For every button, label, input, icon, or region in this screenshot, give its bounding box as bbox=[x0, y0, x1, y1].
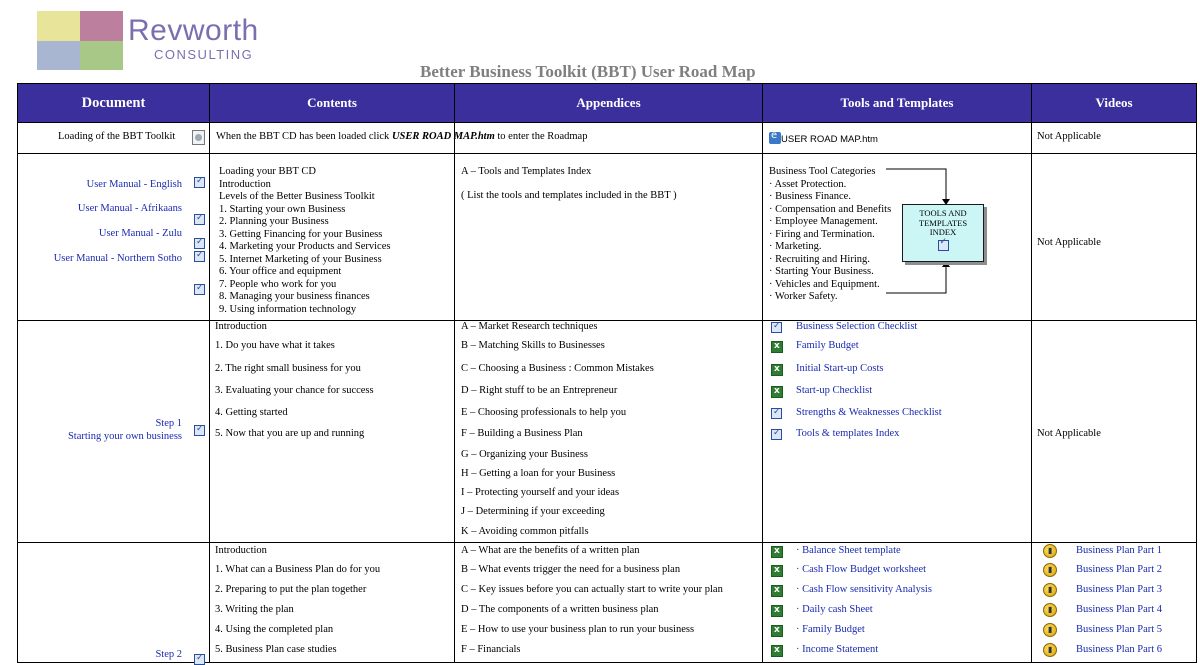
list-item: Introduction bbox=[215, 545, 267, 556]
list-item: E – How to use your business plan to run your business bbox=[461, 624, 695, 635]
list-item: 8. Managing your business finances bbox=[219, 291, 370, 302]
list-item: · Starting Your Business. bbox=[769, 266, 874, 277]
tool-family-budget[interactable]: · Family Budget bbox=[796, 624, 865, 635]
list-item: Introduction bbox=[219, 178, 271, 190]
video-link[interactable]: Business Plan Part 6 bbox=[1076, 644, 1163, 655]
brand-subtitle: CONSULTING bbox=[154, 47, 254, 62]
instruction-text: When the BBT CD has been loaded click bbox=[216, 131, 392, 142]
list-item: D – The components of a written business plan bbox=[461, 604, 659, 615]
video-link[interactable]: Business Plan Part 2 bbox=[1076, 564, 1163, 575]
list-item: A – What are the benefits of a written plan bbox=[461, 545, 640, 556]
list-item: 5. Now that you are up and running bbox=[215, 428, 365, 439]
step-label[interactable]: Step 2 bbox=[155, 649, 182, 660]
video-status: Not Applicable bbox=[1037, 131, 1101, 142]
tools-index-label: TOOLS AND TEMPLATES INDEX bbox=[918, 208, 968, 237]
list-item: · Vehicles and Equipment. bbox=[769, 278, 880, 290]
brand-name: Revworth bbox=[128, 14, 259, 47]
list-item: · Worker Safety. bbox=[769, 291, 838, 302]
list-item: 4. Getting started bbox=[215, 407, 288, 418]
instruction-text: to enter the Roadmap bbox=[494, 131, 588, 142]
tool-cash-flow-budget[interactable]: · Cash Flow Budget worksheet bbox=[796, 564, 927, 575]
list-item: I – Protecting yourself and your ideas bbox=[461, 487, 620, 498]
loading-label: Loading of the BBT Toolkit bbox=[58, 131, 176, 142]
list-item: 5. Business Plan case studies bbox=[215, 644, 337, 655]
appendix-note: ( List the tools and templates included in the BBT ) bbox=[461, 190, 677, 201]
header-videos: Videos bbox=[1032, 84, 1197, 123]
list-item: D – Right stuff to be an Entrepreneur bbox=[461, 385, 618, 396]
header-document: Document bbox=[18, 84, 210, 123]
tool-templates-index[interactable]: Tools & templates Index bbox=[796, 428, 900, 439]
manual-northern-sotho-link[interactable]: User Manual - Northern Sotho bbox=[53, 253, 182, 264]
list-item: 3. Writing the plan bbox=[215, 604, 294, 615]
list-item: Levels of the Better Business Toolkit bbox=[219, 191, 375, 202]
tools-index-box[interactable] bbox=[902, 204, 984, 262]
tool-income-statement[interactable]: · Income Statement bbox=[796, 644, 879, 655]
tool-strengths-weaknesses[interactable]: Strengths & Weaknesses Checklist bbox=[796, 407, 942, 418]
tool-family-budget[interactable]: Family Budget bbox=[796, 340, 859, 351]
list-item: · Compensation and Benefits bbox=[769, 203, 892, 215]
list-item: · Firing and Termination. bbox=[769, 228, 875, 240]
list-item: B – Matching Skills to Businesses bbox=[461, 340, 605, 351]
list-item: 1. What can a Business Plan do for you bbox=[215, 564, 381, 575]
list-item: A – Market Research techniques bbox=[461, 321, 598, 332]
word-doc-icon[interactable] bbox=[938, 240, 949, 251]
list-item: H – Getting a loan for your Business bbox=[461, 468, 616, 479]
list-item: 1. Do you have what it takes bbox=[215, 340, 335, 351]
video-link[interactable]: Business Plan Part 5 bbox=[1076, 624, 1163, 635]
header-contents: Contents bbox=[210, 84, 455, 123]
list-item: 1. Starting your own Business bbox=[219, 203, 346, 215]
list-item: 7. People who work for you bbox=[219, 278, 337, 290]
list-item: F – Financials bbox=[461, 644, 521, 655]
list-item: · Recruiting and Hiring. bbox=[769, 253, 870, 265]
tool-cash-flow-sensitivity[interactable]: · Cash Flow sensitivity Analysis bbox=[796, 584, 932, 595]
list-item: F – Building a Business Plan bbox=[461, 428, 583, 439]
manual-afrikaans-link[interactable]: User Manual - Afrikaans bbox=[77, 203, 182, 214]
video-status: Not Applicable bbox=[1037, 428, 1101, 439]
list-item: 2. The right small business for you bbox=[215, 363, 361, 374]
list-item: E – Choosing professionals to help you bbox=[461, 407, 627, 418]
list-item: Introduction bbox=[215, 321, 267, 332]
arrow-line bbox=[886, 169, 946, 202]
list-item: C – Key issues before you can actually start to write your plan bbox=[461, 584, 723, 595]
video-link[interactable]: Business Plan Part 1 bbox=[1076, 545, 1163, 556]
appendix-title: A – Tools and Templates Index bbox=[461, 166, 592, 177]
list-item: 3. Evaluating your chance for success bbox=[215, 385, 374, 396]
list-item: 5. Internet Marketing of your Business bbox=[219, 253, 382, 265]
list-item: G – Organizing your Business bbox=[461, 449, 588, 460]
video-status: Not Applicable bbox=[1037, 237, 1101, 248]
roadmap-file-label: USER ROAD MAP.htm bbox=[781, 134, 878, 145]
header-tools: Tools and Templates bbox=[763, 84, 1032, 123]
arrow-line bbox=[886, 264, 946, 293]
list-item: · Employee Management. bbox=[769, 216, 878, 227]
step-label[interactable]: Step 1 bbox=[155, 418, 182, 429]
list-item: J – Determining if your exceeding bbox=[461, 506, 605, 517]
list-item: 2. Planning your Business bbox=[219, 216, 329, 227]
step1-doc-link[interactable]: Starting your own business bbox=[67, 431, 182, 442]
instruction-filename: USER ROAD MAP.htm bbox=[391, 131, 495, 142]
manual-zulu-link[interactable]: User Manual - Zulu bbox=[98, 228, 182, 239]
list-item: · Asset Protection. bbox=[769, 178, 847, 190]
list-item: Business Tool Categories bbox=[769, 166, 876, 177]
list-item: B – What events trigger the need for a business plan bbox=[461, 564, 681, 575]
list-item: 4. Using the completed plan bbox=[215, 624, 334, 635]
list-item: Loading your BBT CD bbox=[219, 166, 316, 177]
manual-english-link[interactable]: User Manual - English bbox=[86, 179, 182, 190]
header-appendices: Appendices bbox=[455, 84, 763, 123]
list-item: 2. Preparing to put the plan together bbox=[215, 584, 367, 595]
list-item: C – Choosing a Business : Common Mistakes bbox=[461, 363, 654, 374]
tool-balance-sheet[interactable]: · Balance Sheet template bbox=[796, 545, 901, 556]
video-link[interactable]: Business Plan Part 4 bbox=[1076, 604, 1163, 615]
list-item: 4. Marketing your Products and Services bbox=[219, 241, 391, 252]
page-title: Better Business Toolkit (BBT) User Road Map bbox=[420, 62, 756, 81]
tool-daily-cash-sheet[interactable]: · Daily cash Sheet bbox=[796, 604, 873, 615]
tool-business-selection-checklist[interactable]: Business Selection Checklist bbox=[796, 321, 918, 332]
tool-initial-startup-costs[interactable]: Initial Start-up Costs bbox=[796, 363, 884, 374]
list-item: · Marketing. bbox=[769, 241, 822, 252]
list-item: · Business Finance. bbox=[769, 191, 851, 202]
list-item: 3. Getting Financing for your Business bbox=[219, 228, 383, 240]
list-item: 6. Your office and equipment bbox=[219, 266, 342, 277]
list-item: K – Avoiding common pitfalls bbox=[461, 526, 589, 537]
list-item: 9. Using information technology bbox=[219, 303, 357, 315]
tool-startup-checklist[interactable]: Start-up Checklist bbox=[796, 385, 873, 396]
video-link[interactable]: Business Plan Part 3 bbox=[1076, 584, 1163, 595]
